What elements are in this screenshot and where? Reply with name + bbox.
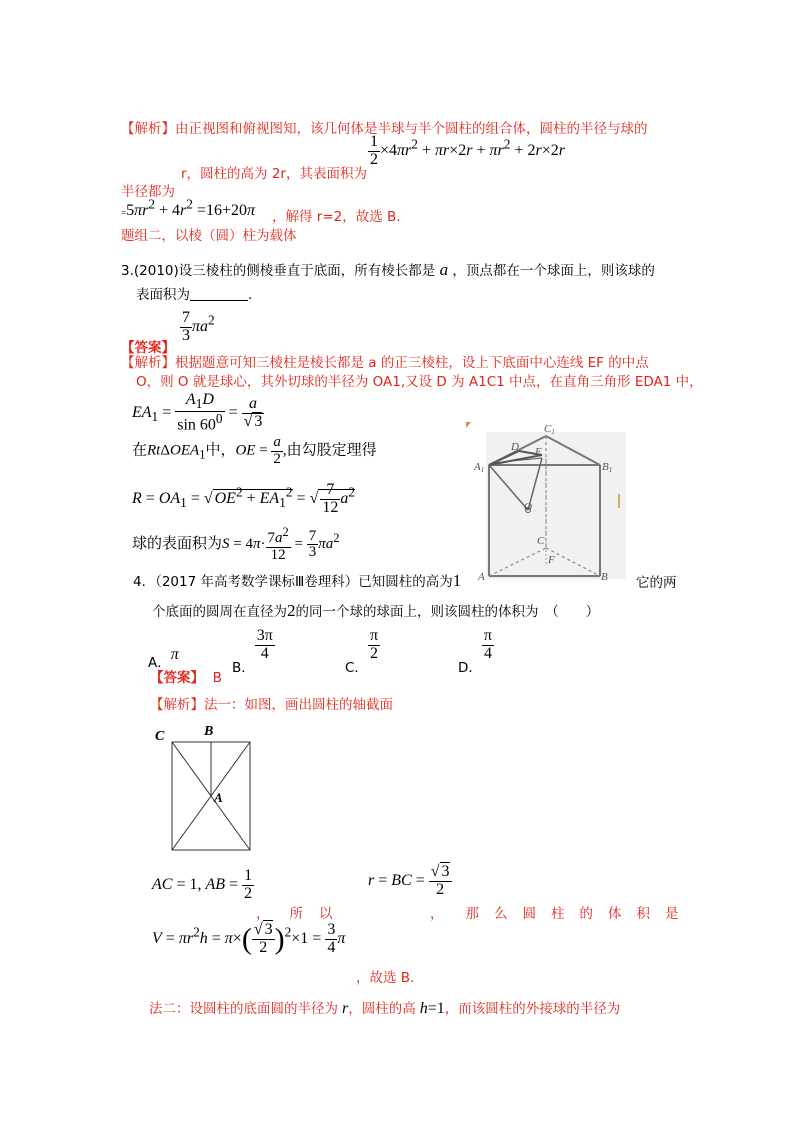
q3-formula-OE: 在RtΔOEA$_1$中，OE = $\frac{a}{2}$ ,由勾股定理得 bbox=[132, 434, 377, 467]
rect-label-B: B bbox=[204, 724, 214, 739]
w: 圆 bbox=[522, 906, 536, 922]
q4-answer bbox=[150, 666, 222, 686]
q3-stem-line2: 表面积为 . bbox=[136, 287, 253, 303]
corner-mark bbox=[466, 422, 471, 428]
q4-given: AC = 1, AB = $\frac{1}{2}$ bbox=[152, 867, 253, 902]
q3-surface-label: 表面积为 bbox=[136, 287, 190, 303]
label-D: D bbox=[511, 441, 519, 453]
q3-pyth-label: ,由勾股定理得 bbox=[282, 442, 377, 459]
option-C-label: C． bbox=[345, 660, 368, 677]
q4-stem-2: 个底面的圆周在直径为2的同一个球的球面上，则该圆柱的体积为 （ ） bbox=[152, 601, 600, 620]
q4-stem-text-2: 个底面的圆周在直径为 bbox=[152, 604, 287, 620]
group-heading: 题组二，以棱（圆）柱为载体 bbox=[121, 228, 297, 244]
q3-formula-R: $R = OA_1$ = √ $OE^2 + EA_1^2$ = √ $\frac{7}{12}$ $a^2$ bbox=[132, 481, 356, 516]
axial-section-figure bbox=[150, 720, 260, 855]
option-A[interactable]: A．π bbox=[148, 646, 179, 671]
option-D-label: D． bbox=[458, 660, 482, 677]
analysis-line-1: 【解析】由正视图和俯视图知，该几何体是半球与半个圆柱的组合体，圆柱的半径与球的 bbox=[121, 121, 648, 137]
w: 积 bbox=[636, 906, 650, 922]
q3-answer-value: $\frac{7}{3}$ $\pi a^2$ bbox=[182, 309, 215, 344]
surface-area-formula: $\frac{1}{2}$ $\times 4\pi r^2 + \pi r\times 2r + \pi r^2 + 2r\times 2r$ bbox=[370, 133, 565, 168]
label-A1: A1 bbox=[474, 461, 485, 474]
q4-volume: $V = \pi r^2h = \pi\times$( $\frac{√ 3}{2}$ )$^2$×1 = $\frac{3}{4}$ π bbox=[152, 921, 346, 956]
w: 所 bbox=[289, 906, 303, 922]
label-B1: B1 bbox=[602, 461, 613, 474]
q3-analysis-2: O，则 O 就是球心，其外切球的半径为 OA1,又设 D 为 A1C1 中点，在直角三角形 EDA1 中， bbox=[136, 374, 703, 390]
w: 那 bbox=[465, 906, 479, 922]
q3-stem: 3.(2010)设三棱柱的侧棱垂直于底面，所有棱长都是 a ，顶点都在一个球面上，则该球的 bbox=[121, 260, 655, 279]
q3-in-label: 在 bbox=[132, 442, 148, 459]
option-A-label: A． bbox=[148, 655, 171, 671]
q4-answer-value: B bbox=[212, 670, 222, 686]
label-O: O bbox=[524, 501, 532, 513]
q3-answer-label: 【答案】 bbox=[121, 340, 175, 356]
option-B[interactable]: B． $\frac{3\pi}{4}$ bbox=[232, 627, 273, 677]
w: 是 bbox=[665, 906, 679, 922]
answer-blank bbox=[190, 288, 248, 301]
q4-method-2: 法二：设圆柱的底面圆的半径为 r，圆柱的高 h=1，而该圆柱的外接球的半径为 bbox=[149, 1000, 621, 1017]
q4-radius: r = BC = $\frac{√ 3}{2}$ bbox=[368, 863, 450, 898]
solve-text: ，解得 r=2，故选 B. bbox=[272, 209, 401, 225]
q3-formula-EA1: $EA_1$ = $\frac{A_1D}{\sin 60^0}$ = $\frac{a}{√ 3}$ bbox=[132, 391, 263, 434]
w: ， bbox=[430, 906, 444, 922]
method2-text-b: ，圆柱的高 bbox=[348, 1001, 416, 1017]
analysis-line-3: 半径都为 bbox=[121, 184, 175, 200]
w: ， bbox=[256, 906, 270, 922]
q4-so bbox=[256, 902, 333, 922]
label-C: C bbox=[537, 535, 545, 547]
option-D[interactable]: D． $\frac{\pi}{4}$ bbox=[458, 627, 492, 677]
prism-figure bbox=[462, 418, 637, 584]
q3-stem-text-2: ，顶点都在一个球面上，则该球的 bbox=[452, 263, 655, 279]
q4-stem: 4．（2017 年高考数学课标Ⅲ卷理科）已知圆柱的高为1 bbox=[133, 571, 462, 590]
label-A: A bbox=[478, 571, 485, 583]
q3-analysis-1: 【解析】根据题意可知三棱柱是棱长都是 a 的正三棱柱，设上下底面中心连线 EF 的中点 bbox=[121, 355, 649, 371]
w: 以 bbox=[319, 906, 333, 922]
q3-formula-S: 球的表面积为S = 4π· $\frac{7a^2}{12}$ = $\frac{7}{3}$ $\pi a^2$ bbox=[132, 525, 340, 563]
q4-then bbox=[430, 902, 679, 922]
q3-stem-text: 3.(2010)设三棱柱的侧棱垂直于底面，所有棱长都是 bbox=[121, 263, 436, 279]
rect-label-C: C bbox=[155, 729, 165, 744]
w: 的 bbox=[579, 906, 593, 922]
q4-answer-label: 【答案】 bbox=[150, 670, 204, 686]
label-B: B bbox=[601, 571, 608, 583]
rect-label-A: A bbox=[214, 790, 223, 805]
equation-line: $=5\pi r^2 + 4r^2 =16+20\pi$ bbox=[121, 197, 255, 220]
q4-stem-text-3: 的同一个球的球面上，则该圆柱的体积为 （ ） bbox=[295, 604, 600, 620]
method2-text-c: ，而该圆柱的外接球的半径为 bbox=[444, 1001, 621, 1017]
w: 么 bbox=[494, 906, 508, 922]
q3-surface-text: 球的表面积为 bbox=[132, 536, 223, 553]
analysis-line-2: r，圆柱的高为 2r，其表面积为 bbox=[181, 166, 367, 182]
figure-background bbox=[486, 432, 626, 579]
label-F: F bbox=[548, 554, 555, 566]
q4-stem-tail: 它的两 bbox=[636, 575, 677, 591]
method2-text-a: 法二：设圆柱的底面圆的半径为 bbox=[149, 1001, 338, 1017]
q4-choose: ，故选 B. bbox=[356, 970, 415, 986]
w: 柱 bbox=[551, 906, 565, 922]
q3-mid-label: 中， bbox=[205, 442, 236, 459]
w: 体 bbox=[608, 906, 622, 922]
label-C1: C1 bbox=[544, 423, 555, 436]
label-E: E bbox=[535, 446, 542, 458]
option-B-label: B． bbox=[232, 660, 255, 677]
q4-method-1: 【解析】法一：如图，画出圆柱的轴截面 bbox=[150, 697, 393, 713]
q4-stem-text: 4．（2017 年高考数学课标Ⅲ卷理科）已知圆柱的高为 bbox=[133, 574, 453, 590]
option-C[interactable]: C． $\frac{\pi}{2}$ bbox=[345, 627, 379, 677]
